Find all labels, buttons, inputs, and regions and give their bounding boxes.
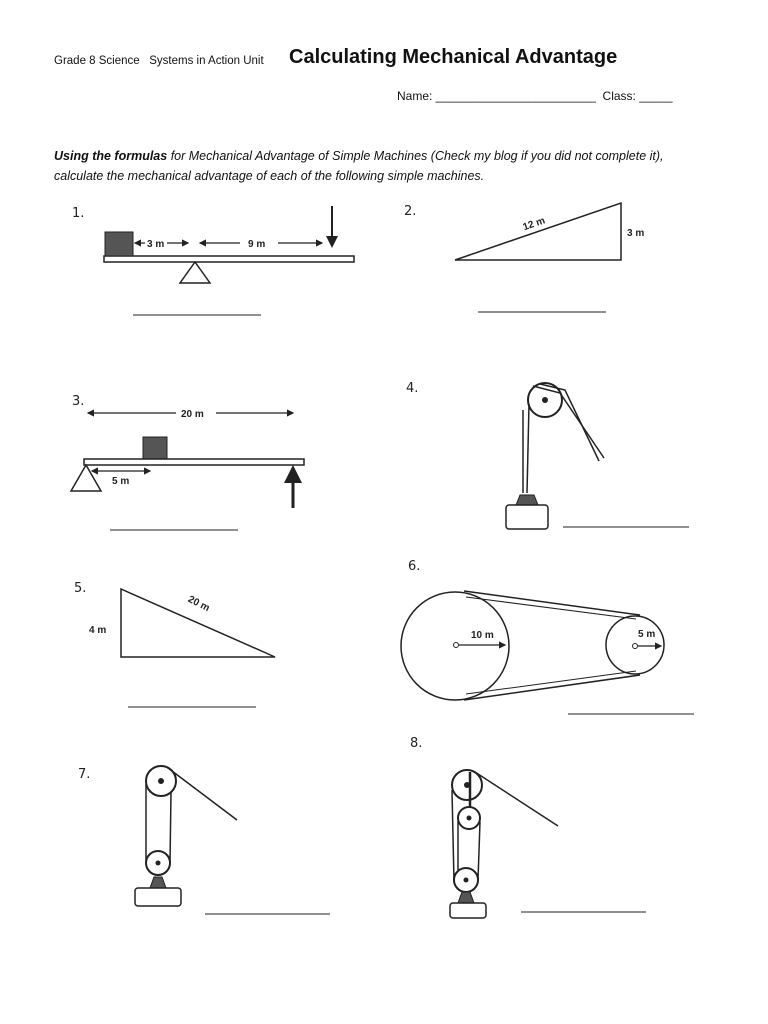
- problem-1-lever: [72, 206, 354, 315]
- course-label: Grade 8 Science Systems in Action Unit: [54, 55, 264, 67]
- distance-label: 3 m: [147, 239, 165, 250]
- instructions-lead: Using the formulas: [54, 149, 168, 163]
- lever-bar: [104, 256, 354, 262]
- slope-label: 12 m: [521, 215, 547, 234]
- load-block: [506, 505, 548, 529]
- rope: [527, 404, 529, 493]
- problem-number: 2.: [404, 204, 417, 219]
- load-hook: [150, 877, 166, 888]
- problem-number: 3.: [72, 394, 85, 409]
- problem-2-ramp: [404, 203, 644, 312]
- rope: [478, 822, 480, 880]
- radius-label: 5 m: [638, 629, 656, 640]
- rope: [170, 792, 171, 863]
- pulley-axle: [158, 778, 164, 784]
- instructions-text: for Mechanical Advantage of Simple Machines (Check my blog if you did not complete it), calculate the mechanical advantage of each of the following simple machines.: [54, 149, 664, 183]
- load-hook: [458, 892, 474, 903]
- problem-3-lever: [71, 394, 304, 530]
- axle: [633, 644, 638, 649]
- load-block: [135, 888, 181, 906]
- problem-7-pulley-system: [78, 766, 330, 914]
- distance-label: 20 m: [181, 409, 204, 420]
- class-field-label[interactable]: Class: _____: [602, 89, 673, 103]
- problem-number: 8.: [410, 736, 423, 751]
- height-label: 3 m: [627, 228, 645, 239]
- problem-4-pulley: [406, 381, 689, 529]
- radius-label: 10 m: [471, 630, 494, 641]
- rope: [475, 772, 558, 826]
- distance-label: 5 m: [112, 476, 130, 487]
- name-field-label[interactable]: Name: ________________________: [397, 89, 596, 103]
- ramp-triangle: [455, 203, 621, 260]
- problem-8-pulley-system: [410, 736, 646, 918]
- pulley-axle: [156, 861, 161, 866]
- fulcrum: [71, 465, 101, 491]
- load-block: [105, 232, 133, 256]
- distance-label: 9 m: [248, 239, 266, 250]
- slope-label: 20 m: [186, 593, 212, 615]
- pulley-axle: [464, 878, 469, 883]
- lever-bar: [84, 459, 304, 465]
- rope: [452, 790, 454, 882]
- problem-number: 7.: [78, 767, 91, 782]
- problem-6-belt-drive: [401, 559, 694, 714]
- problem-number: 4.: [406, 381, 419, 396]
- problem-5-ramp: [74, 581, 275, 707]
- load-hook: [516, 495, 538, 505]
- load-block: [450, 903, 486, 918]
- rope: [168, 768, 237, 820]
- height-label: 4 m: [89, 625, 107, 636]
- axle: [454, 643, 459, 648]
- problem-number: 1.: [72, 206, 85, 221]
- fulcrum: [180, 262, 210, 283]
- problem-number: 6.: [408, 559, 421, 574]
- page-title: Calculating Mechanical Advantage: [289, 46, 618, 68]
- problem-number: 5.: [74, 581, 87, 596]
- load-block: [143, 437, 167, 459]
- pulley-axle: [542, 397, 548, 403]
- pulley-axle: [467, 816, 472, 821]
